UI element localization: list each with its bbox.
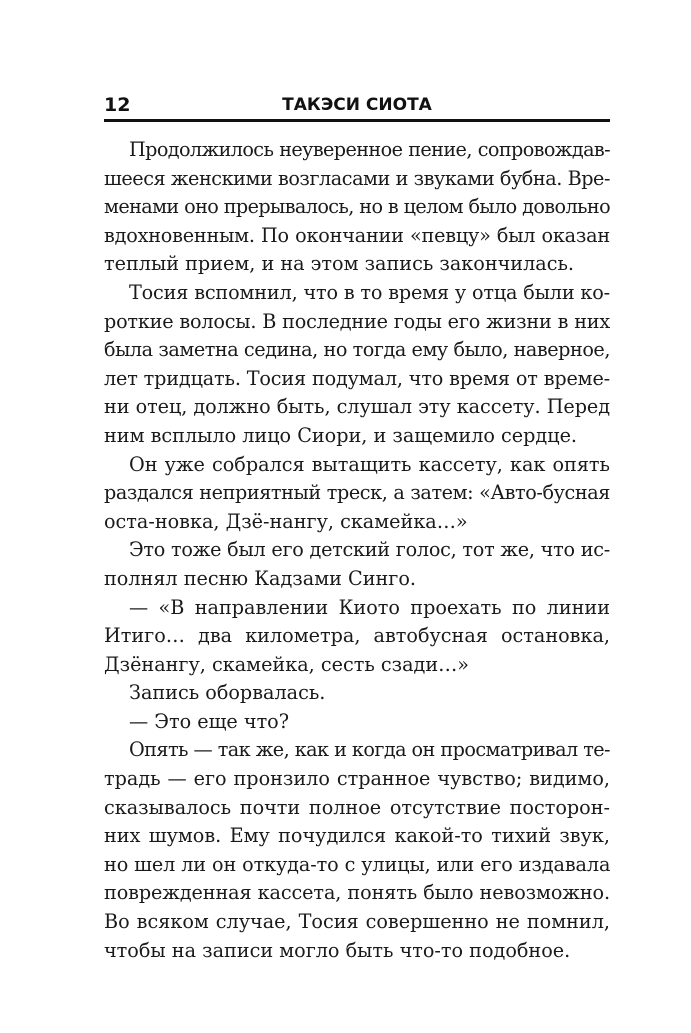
text-line: Это тоже был его детский голос, тот же, что ис-	[129, 538, 610, 562]
text-line: ни отец, должно быть, слушал эту кассету. Перед	[104, 395, 610, 419]
paragraph	[104, 594, 610, 680]
text-line: них шумов. Ему почудился какой-то тихий звук,	[104, 824, 610, 848]
paragraph	[104, 279, 610, 451]
text-line: теплый прием, и на этом запись закончилась.	[104, 252, 575, 276]
text-line: традь — его пронзило странное чувство; видимо,	[104, 767, 610, 791]
text-line: но шел ли он откуда-то с улицы, или его издавала	[104, 852, 611, 876]
text-line: менами оно прерывалось, но в целом было довольно	[104, 195, 611, 219]
text-line: Итиго… два километра, автобусная остановка,	[104, 624, 610, 648]
text-line: вдохновенным. По окончании «певцу» был оказан	[104, 223, 610, 247]
text-line: поврежденная кассета, понять было невозможно.	[104, 881, 610, 905]
text-line: ним всплыло лицо Сиори, и защемило сердце.	[104, 423, 578, 447]
header-rule	[104, 119, 610, 122]
text-line: Тосия вспомнил, что в то время у отца были ко-	[129, 280, 611, 304]
text-line: шееся женскими возгласами и звуками бубна. Вре-	[104, 166, 610, 190]
paragraph	[104, 679, 610, 708]
running-title: ТАКЭСИ СИОТА	[282, 95, 432, 115]
text-line: Дзёнангу, скамейка, сесть сзади…»	[104, 652, 470, 676]
page-number: 12	[104, 94, 131, 116]
text-line: была заметна седина, но тогда ему было, наверное,	[104, 338, 610, 362]
running-header	[104, 92, 610, 118]
body-text	[104, 136, 610, 965]
text-line: чтобы на записи могло быть что-то подобное.	[104, 938, 571, 962]
text-line: лет тридцать. Тосия подумал, что время от време-	[104, 366, 610, 390]
text-line: оста-новка, Дзё-нангу, скамейка…»	[104, 509, 468, 533]
text-line: — Это еще что?	[129, 709, 290, 733]
text-line: Запись оборвалась.	[129, 681, 326, 705]
text-line: сказывалось почти полное отсутствие посторон-	[104, 795, 610, 819]
text-line: полнял песню Кадзами Синго.	[104, 566, 416, 590]
text-line: Опять — так же, как и когда он просматривал те-	[129, 738, 610, 762]
paragraph	[104, 136, 610, 279]
paragraph	[104, 736, 610, 965]
paragraph	[104, 451, 610, 537]
text-line: раздался неприятный треск, а затем: «Авто-бусная	[104, 481, 610, 505]
text-line: роткие волосы. В последние годы его жизни в них	[104, 309, 610, 333]
paragraph	[104, 708, 610, 737]
text-line: Во всяком случае, Тосия совершенно не помнил,	[104, 910, 610, 934]
paragraph	[104, 536, 610, 593]
text-line: Продолжилось неуверенное пение, сопровождав-	[129, 138, 610, 161]
text-line: Он уже собрался вытащить кассету, как опять	[129, 452, 610, 476]
text-line: — «В направлении Киото проехать по линии	[129, 595, 610, 619]
